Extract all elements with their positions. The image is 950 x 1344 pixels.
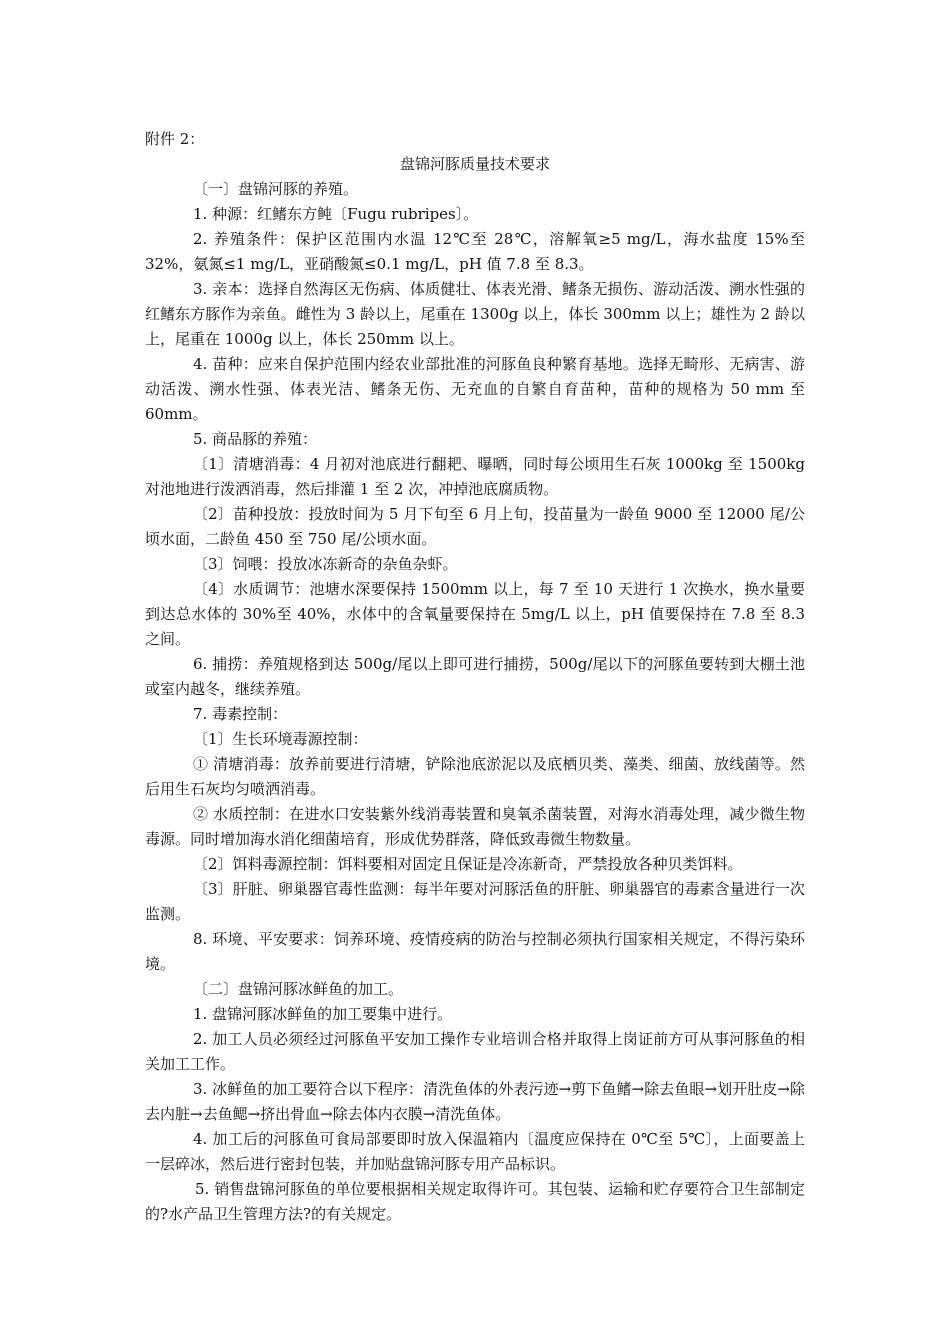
paragraph: 5. 销售盘锦河豚鱼的单位要根据相关规定取得许可。其包装、运输和贮存要符合卫生部制定的?水产品卫生管理方法?的有关规定。: [145, 1180, 805, 1223]
paragraph: 〔1〕生长环境毒源控制：: [193, 730, 368, 748]
section-heading: 〔二〕盘锦河豚冰鲜鱼的加工。: [193, 980, 404, 998]
paragraph: 4. 苗种：应来自保护范围内经农业部批准的河豚鱼良种繁育基地。选择无畸形、无病害、游动活泼、溯水性强、体表光洁、鳍条无伤、无充血的自繁自育苗种，苗种的规格为 50 mm 至 60mm。: [145, 355, 805, 423]
paragraph: 〔1〕清塘消毒：4 月初对池底进行翻耙、曝晒，同时每公顷用生石灰 1000kg 至 1500kg 对池地进行泼洒消毒，然后排灌 1 至 2 次，冲掉池底腐质物。: [145, 455, 805, 498]
paragraph: 〔2〕饵料毒源控制：饵料要相对固定且保证是冷冻新奇，严禁投放各种贝类饵料。: [193, 855, 743, 873]
paragraph: 5. 商品豚的养殖：: [193, 430, 318, 448]
paragraph: 3. 冰鲜鱼的加工要符合以下程序：清洗鱼体的外表污迹→剪下鱼鳍→除去鱼眼→划开肚皮→除去内脏→去鱼鳃→挤出骨血→除去体内衣膜→清洗鱼体。: [145, 1080, 805, 1123]
paragraph: ② 水质控制：在进水口安装紫外线消毒装置和臭氧杀菌装置，对海水消毒处理，减少微生物毒源。同时增加海水消化细菌培育，形成优势群落，降低致毒微生物数量。: [145, 805, 805, 848]
paragraph: 7. 毒素控制：: [193, 705, 288, 723]
annex-label: 附件 2：: [145, 130, 205, 148]
paragraph: 〔2〕苗种投放：投放时间为 5 月下旬至 6 月上旬，投苗量为一龄鱼 9000 至 12000 尾/公顷水面，二龄鱼 450 至 750 尾/公顷水面。: [145, 505, 805, 548]
section-heading: 〔一〕盘锦河豚的养殖。: [193, 180, 359, 198]
paragraph: 1. 种源：红鳍东方鲀〔Fugu rubripes〕。: [193, 205, 479, 223]
document-title: 盘锦河豚质量技术要求: [399, 155, 550, 173]
paragraph: 3. 亲本：选择自然海区无伤病、体质健壮、体表光滑、鳍条无损伤、游动活泼、溯水性强的红鳍东方豚作为亲鱼。雌性为 3 龄以上，尾重在 1300g 以上，体长 300mm 以上；雄性为 2 龄以上，尾重在 1000g 以上，体长 250mm 以上。: [145, 280, 805, 348]
paragraph: 6. 捕捞：养殖规格到达 500g/尾以上即可进行捕捞，500g/尾以下的河豚鱼要转到大棚土池或室内越冬，继续养殖。: [145, 655, 805, 698]
paragraph: 8. 环境、平安要求：饲养环境、疫情疫病的防治与控制必须执行国家相关规定，不得污染环境。: [145, 930, 805, 973]
paragraph: 〔3〕饲喂：投放冰冻新奇的杂鱼杂虾。: [193, 555, 458, 573]
paragraph: 〔3〕肝脏、卵巢器官毒性监测：每半年要对河豚活鱼的肝脏、卵巢器官的毒素含量进行一次监测。: [145, 880, 805, 923]
paragraph: 2. 养殖条件：保护区范围内水温 12℃至 28℃，溶解氧≥5 mg/L，海水盐度 15%至 32%，氨氮≤1 mg/L，亚硝酸氮≤0.1 mg/L，pH 值 7.8 至 8.3。: [145, 230, 805, 273]
paragraph: 1. 盘锦河豚冰鲜鱼的加工要集中进行。: [193, 1005, 453, 1023]
paragraph: 2. 加工人员必须经过河豚鱼平安加工操作专业培训合格并取得上岗证前方可从事河豚鱼的相关加工工作。: [145, 1030, 805, 1073]
paragraph: 〔4〕水质调节：池塘水深要保持 1500mm 以上，每 7 至 10 天进行 1 次换水，换水量要到达总水体的 30%至 40%，水体中的含氧量要保持在 5mg/L 以上，pH 值要保持在 7.8 至 8.3 之间。: [145, 580, 805, 648]
paragraph: 4. 加工后的河豚鱼可食局部要即时放入保温箱内〔温度应保持在 0℃至 5℃〕，上面要盖上一层碎冰，然后进行密封包装，并加贴盘锦河豚专用产品标识。: [145, 1130, 805, 1173]
document-body: [145, 127, 805, 1227]
paragraph: ① 清塘消毒：放养前要进行清塘，铲除池底淤泥以及底栖贝类、藻类、细菌、放线菌等。然后用生石灰均匀喷洒消毒。: [145, 755, 805, 798]
